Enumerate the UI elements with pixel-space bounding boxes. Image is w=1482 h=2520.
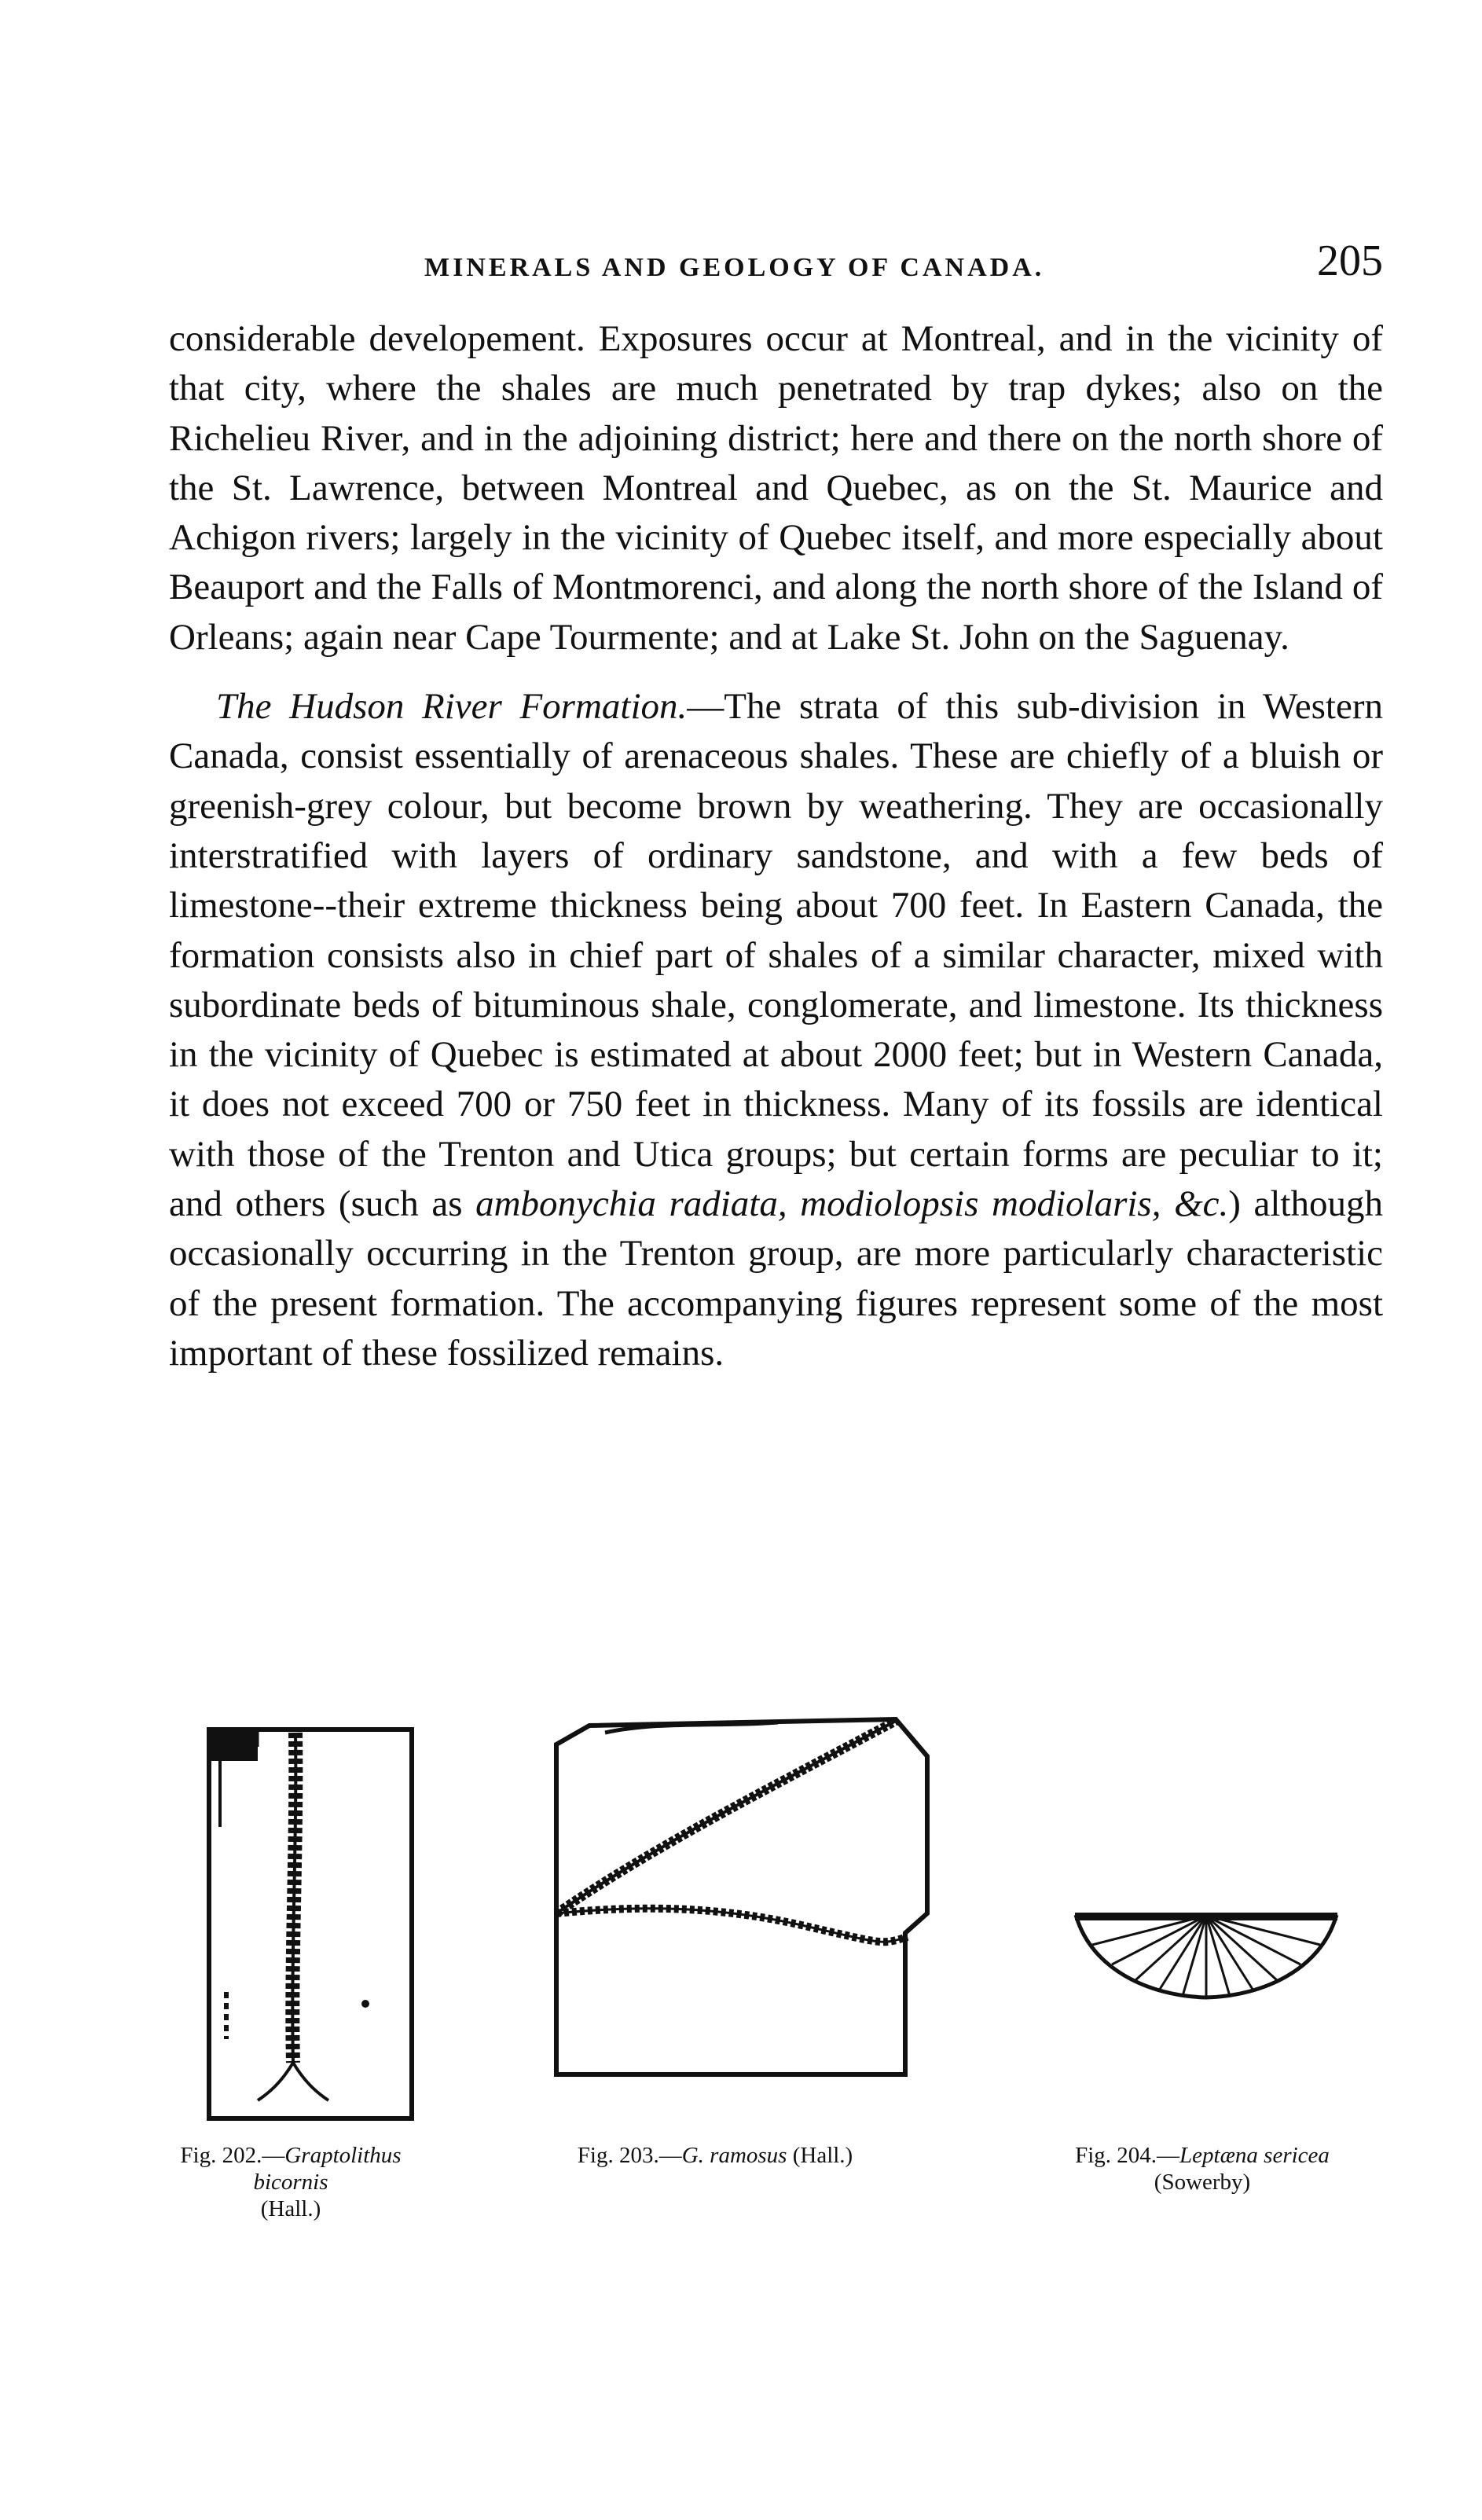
page-number: 205	[1317, 237, 1383, 285]
figure-202-number: Fig. 202.—	[180, 2143, 285, 2168]
paragraph-2-text-b: ) although occasionally occurring in the Trenton group, are more particularly characteristic of the present formation. The accompanying figures represent some of the most important of these fossilized remains.	[169, 1183, 1383, 1374]
figure-204-number: Fig. 204.—	[1075, 2143, 1180, 2168]
running-head: MINERALS AND GEOLOGY OF CANADA.	[424, 253, 1045, 282]
figure-202-author: (Hall.)	[260, 2196, 321, 2221]
section-heading: The Hudson River Formation.	[216, 686, 688, 728]
figure-203-caption	[511, 2142, 919, 2169]
figure-203-name: G. ramosus	[681, 2143, 787, 2168]
paragraph-2-text-a: —The strata of this sub-division in Western Canada, consist essentially of arenaceous shales. These are chiefly of a bluish or greenish-grey colour, but become brown by weathering. They are occasionally interstratified with layers of ordinary sandstone, and with a few beds of limestone--their extreme thickness being about 700 feet. In Eastern Canada, the formation consists also in chief part of shales of a similar character, mixed with subordinate beds of bituminous shale, conglomerate, and limestone. Its thickness in the vicinity of Quebec is estimated at about 2000 feet; but in Western Canada, it does not exceed 700 or 750 feet in thickness. Many of its fossils are identical with those of the Trenton and Utica groups; but certain forms are peculiar to it; and others (such as	[169, 686, 1383, 1225]
figure-203-ramosus-illustration	[542, 1713, 951, 2082]
figure-204-author: (Sowerby)	[1154, 2170, 1251, 2195]
figure-202-name: Graptolithus bicornis	[253, 2143, 402, 2195]
body-text	[169, 314, 1383, 1378]
figure-202-caption	[157, 2142, 424, 2222]
paragraph-2	[169, 682, 1383, 1378]
figure-204-leptaena-illustration	[1069, 1902, 1344, 2004]
paragraph-1: considerable developement. Exposures occur at Montreal, and in the vicinity of that city, where the shales are much penetrated by trap dykes; also on the Richelieu River, and in the adjoining district; here and there on the north shore of the St. Lawrence, between Montreal and Quebec, as on the St. Maurice and Achigon rivers; largely in the vicinity of Quebec itself, and more especially about Beauport and the Falls of Montmorenci, and along the north shore of the Island of Orleans; again near Cape Tourmente; and at Lake St. John on the Saguenay.	[169, 318, 1383, 658]
species-names: ambonychia radiata, modiolopsis modiolaris, &c.	[475, 1183, 1229, 1225]
figure-203-number: Fig. 203.—	[577, 2143, 682, 2168]
figure-203-author: (Hall.)	[792, 2143, 853, 2168]
figure-204-caption	[1041, 2142, 1363, 2195]
page-header	[169, 236, 1383, 299]
figure-202-graptolithus-illustration	[203, 1725, 419, 2126]
figure-204-name: Leptæna sericea	[1179, 2143, 1330, 2168]
